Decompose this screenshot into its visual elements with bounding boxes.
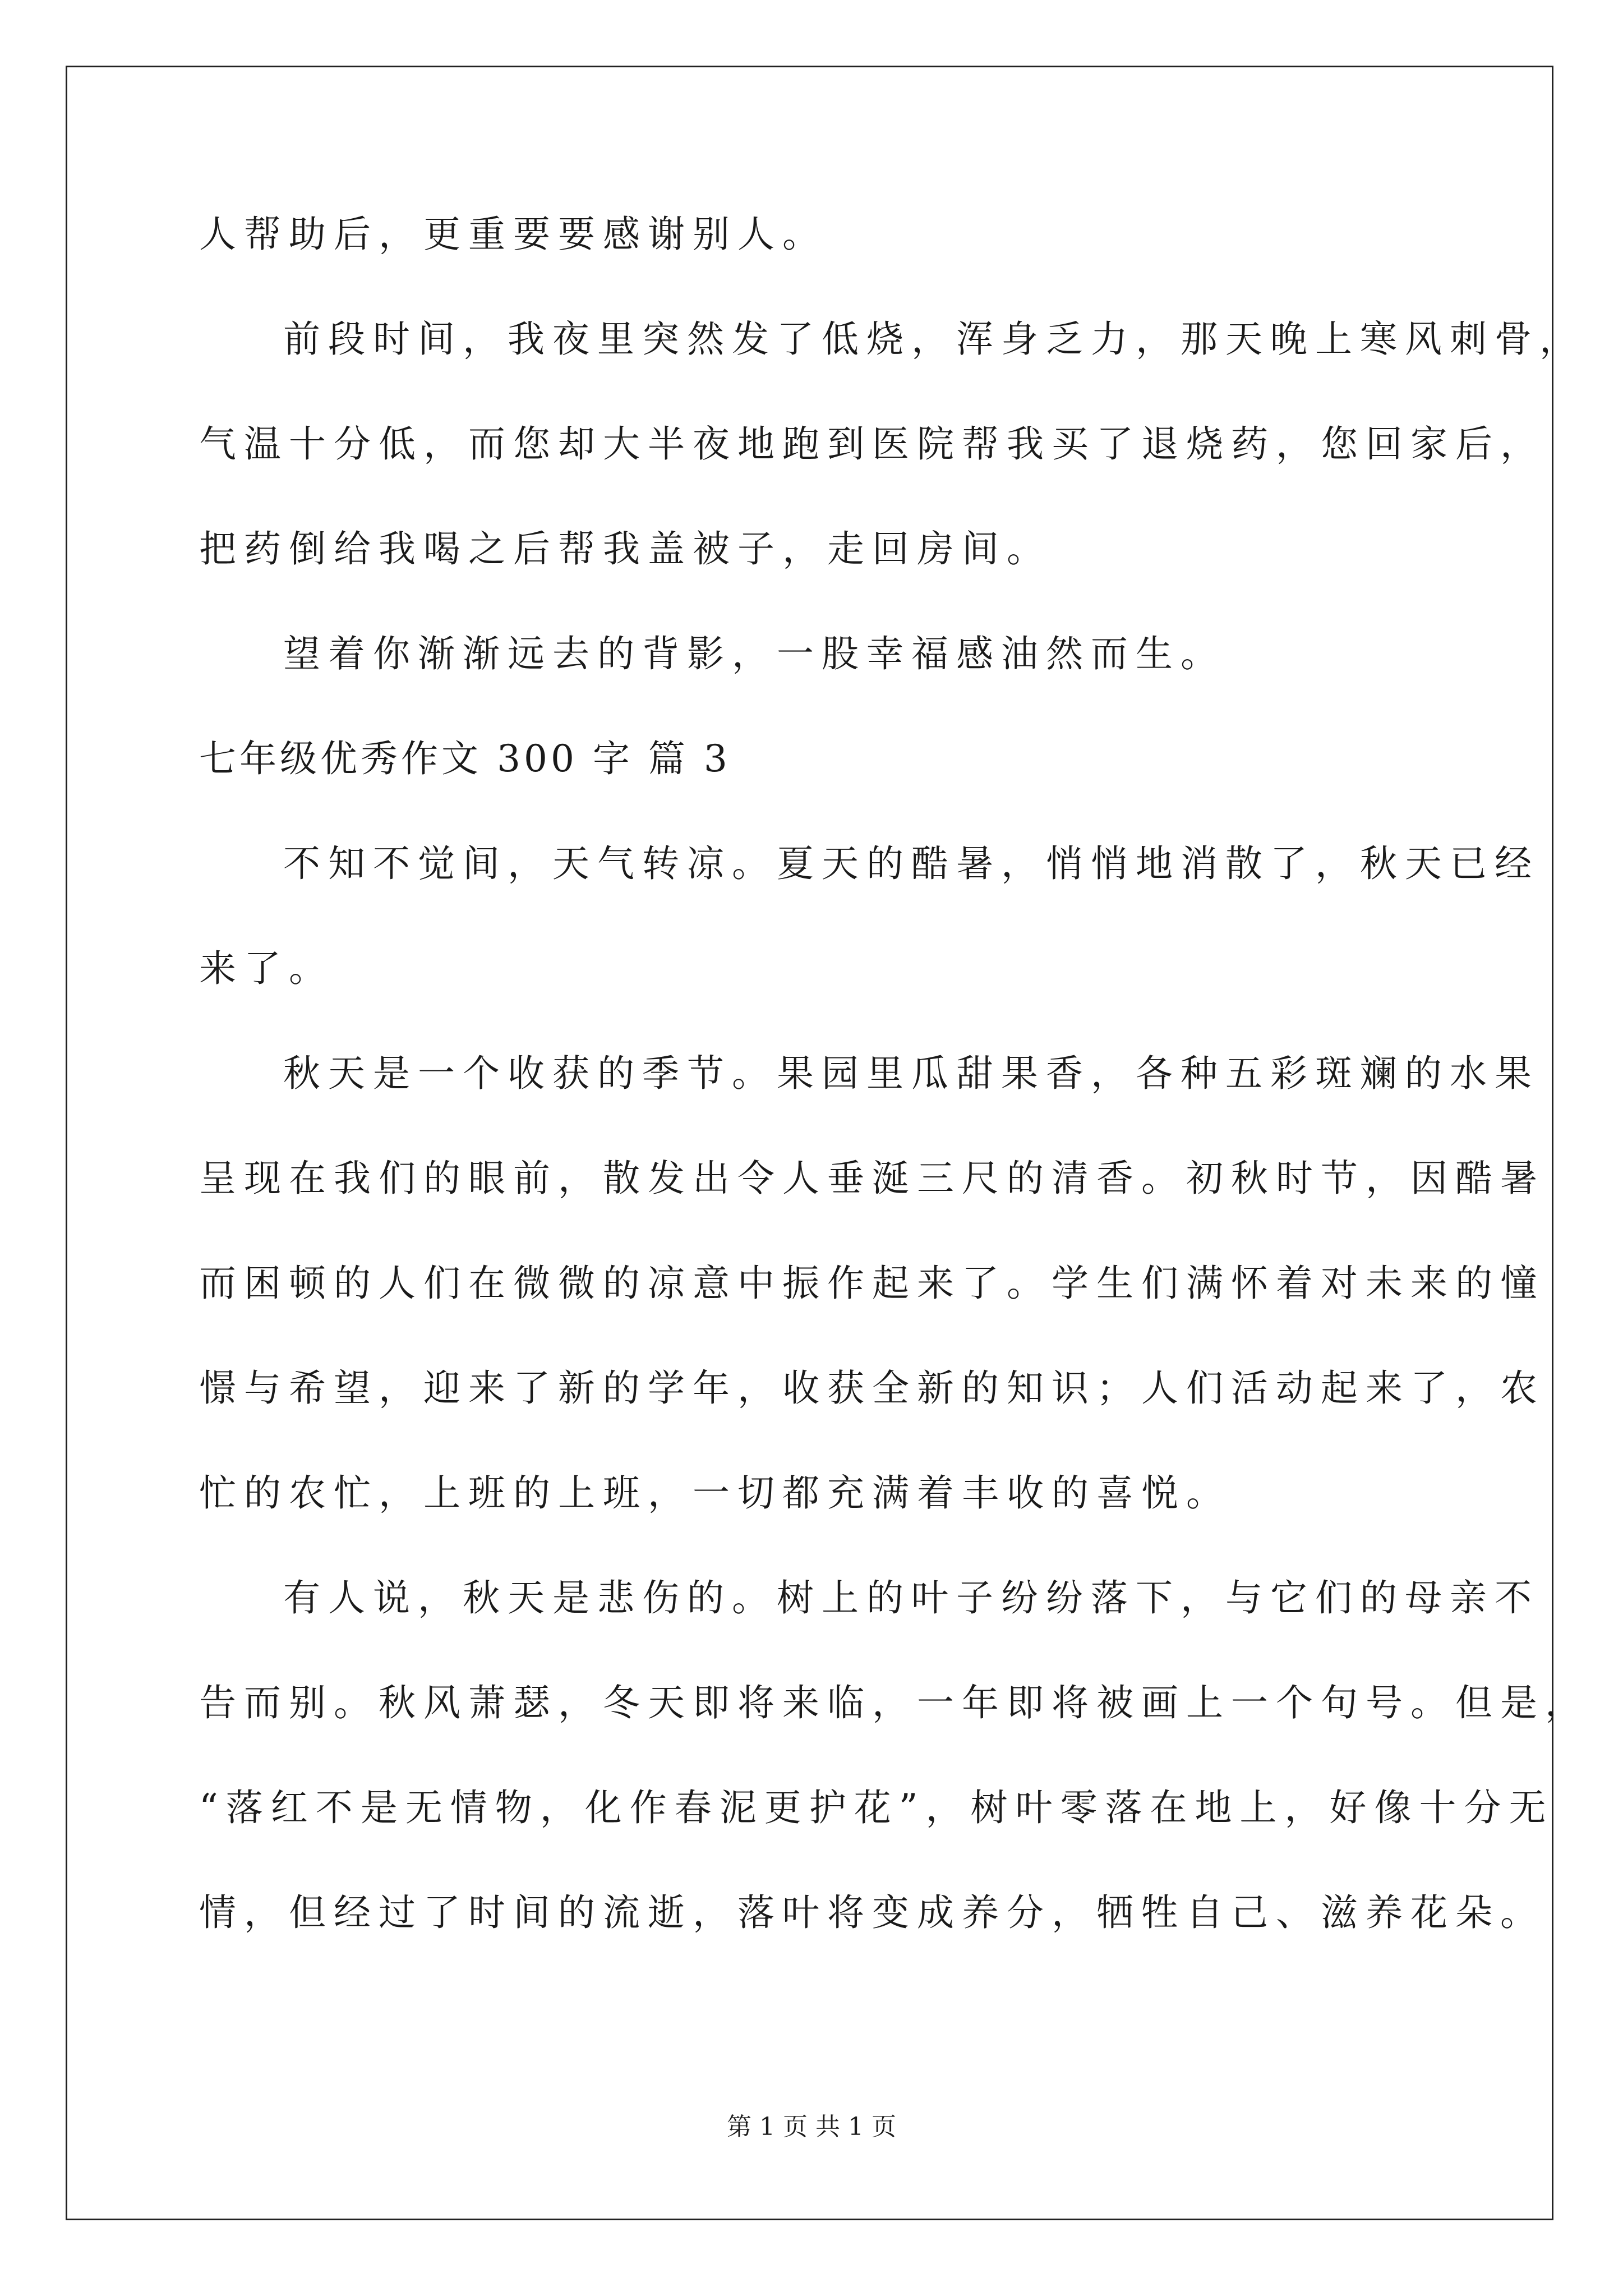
paragraph-line: 不知不觉间，天气转凉。夏天的酷暑，悄悄地消散了，秋天已经 bbox=[283, 842, 1539, 885]
paragraph-line: 告而别。秋风萧瑟，冬天即将来临，一年即将被画上一个句号。但是， bbox=[199, 1681, 1590, 1724]
paragraph-line: 有人说，秋天是悲伤的。树上的叶子纷纷落下，与它们的母亲不 bbox=[283, 1576, 1539, 1619]
paragraph-line: 前段时间，我夜里突然发了低烧，浑身乏力，那天晚上寒风刺骨， bbox=[283, 318, 1584, 361]
paragraph-line: 忙的农忙，上班的上班，一切都充满着丰收的喜悦。 bbox=[199, 1471, 1231, 1515]
paragraph-line: 把药倒给我喝之后帮我盖被子，走回房间。 bbox=[199, 527, 1052, 570]
paragraph-line: 憬与希望，迎来了新的学年，收获全新的知识；人们活动起来了，农 bbox=[199, 1366, 1545, 1410]
page-number-footer: 第 1 页 共 1 页 bbox=[727, 2113, 896, 2141]
paragraph-line: 人帮助后，更重要要感谢别人。 bbox=[199, 213, 827, 256]
paragraph-line: 秋天是一个收获的季节。果园里瓜甜果香，各种五彩斑斓的水果 bbox=[283, 1052, 1539, 1095]
paragraph-line: 情，但经过了时间的流逝，落叶将变成养分，牺牲自己、滋养花朵。 bbox=[199, 1891, 1545, 1934]
paragraph-line: 望着你渐渐远去的背影，一股幸福感油然而生。 bbox=[283, 632, 1225, 675]
paragraph-line: 来了。 bbox=[199, 947, 334, 990]
paragraph-line: 而困顿的人们在微微的凉意中振作起来了。学生们满怀着对未来的憧 bbox=[199, 1262, 1545, 1305]
section-heading: 七年级优秀作文 300 字 篇 3 bbox=[199, 737, 731, 780]
paragraph-line: 气温十分低，而您却大半夜地跑到医院帮我买了退烧药，您回家后， bbox=[199, 422, 1545, 466]
paragraph-line: “落红不是无情物，化作春泥更护花”，树叶零落在地上，好像十分无 bbox=[199, 1786, 1554, 1829]
paragraph-line: 呈现在我们的眼前，散发出令人垂涎三尺的清香。初秋时节，因酷暑 bbox=[199, 1157, 1545, 1200]
